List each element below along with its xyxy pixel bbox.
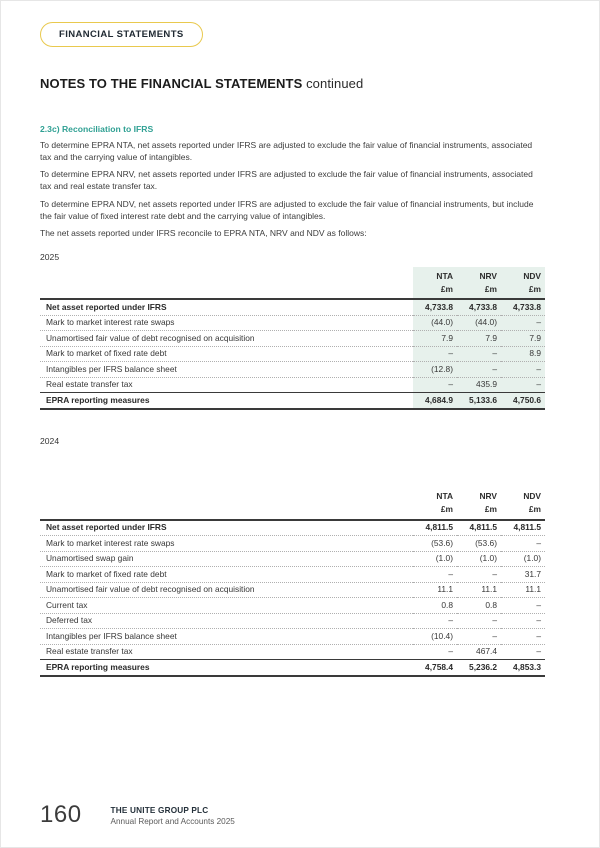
table-row <box>40 660 545 676</box>
row-value: – <box>413 567 457 583</box>
row-value: – <box>501 613 545 629</box>
reconciliation-table-2024 <box>40 488 545 677</box>
row-value: 435.9 <box>457 377 501 393</box>
table-row <box>40 613 545 629</box>
row-value: – <box>457 629 501 645</box>
row-value: 7.9 <box>413 331 457 347</box>
paragraph-nrv: To determine EPRA NRV, net assets reported under IFRS are adjusted to exclude the fair value of financial instruments, associated tax and real estate transfer tax. <box>40 169 533 192</box>
page-number: 160 <box>40 801 82 828</box>
table-row <box>40 629 545 645</box>
row-value: – <box>457 362 501 378</box>
row-label: Mark to market of fixed rate debt <box>40 567 413 583</box>
column-header-nrv: NRV £m <box>457 488 501 520</box>
row-value: 467.4 <box>457 644 501 660</box>
row-value: 7.9 <box>501 331 545 347</box>
row-value: 8.9 <box>501 346 545 362</box>
table-row <box>40 567 545 583</box>
table-row <box>40 598 545 614</box>
paragraph-nta: To determine EPRA NTA, net assets reported under IFRS are adjusted to exclude the fair value of financial instruments, associated tax and the carrying value of intangibles. <box>40 140 533 162</box>
row-value: – <box>501 536 545 552</box>
table-row <box>40 536 545 552</box>
paragraph-ndv: To determine EPRA NDV, net assets reported under IFRS are adjusted to exclude the fair value of financial instruments, but include the fair value of fixed interest rate debt and the carrying value of intangibles. <box>40 198 534 221</box>
table-row <box>40 551 545 567</box>
row-label: Unamortised fair value of debt recognised on acquisition <box>40 331 413 347</box>
table-row <box>40 520 545 536</box>
row-label: Real estate transfer tax <box>40 377 413 393</box>
row-value: 11.1 <box>501 582 545 598</box>
table-row <box>40 346 545 362</box>
row-value: (44.0) <box>457 315 501 331</box>
year-label-2025: 2025 <box>40 252 60 263</box>
row-value: (44.0) <box>413 315 457 331</box>
row-value: – <box>413 346 457 362</box>
row-value: – <box>501 629 545 645</box>
row-value: 0.8 <box>413 598 457 614</box>
row-value: (53.6) <box>413 536 457 552</box>
row-value: 5,133.6 <box>457 393 501 409</box>
page-title <box>40 76 545 91</box>
row-value: 5,236.2 <box>457 660 501 676</box>
row-label: Mark to market of fixed rate debt <box>40 346 413 362</box>
row-label: EPRA reporting measures <box>40 660 413 676</box>
section-badge: FINANCIAL STATEMENTS <box>40 22 203 47</box>
table-row <box>40 644 545 660</box>
table-header-row <box>40 267 545 299</box>
table-header-row <box>40 488 545 520</box>
table-row <box>40 331 545 347</box>
row-label: Intangibles per IFRS balance sheet <box>40 362 413 378</box>
page-title-main: NOTES TO THE FINANCIAL STATEMENTS <box>40 76 303 91</box>
row-value: – <box>457 346 501 362</box>
row-label: Mark to market interest rate swaps <box>40 315 413 331</box>
column-header-nta: NTA £m <box>413 267 457 299</box>
paragraph-intro: The net assets reported under IFRS reconcile to EPRA NTA, NRV and NDV as follows: <box>40 228 367 239</box>
table-row <box>40 299 545 315</box>
row-value: 4,853.3 <box>501 660 545 676</box>
column-header-nrv: NRV £m <box>457 267 501 299</box>
table-row <box>40 315 545 331</box>
row-value: – <box>501 598 545 614</box>
row-label: Unamortised fair value of debt recognised on acquisition <box>40 582 413 598</box>
row-value: – <box>501 377 545 393</box>
row-value: – <box>501 644 545 660</box>
column-spacer <box>40 267 413 299</box>
row-value: 4,811.5 <box>501 520 545 536</box>
row-value: 4,733.8 <box>413 299 457 315</box>
reconciliation-table-2025 <box>40 267 545 410</box>
year-label-2024: 2024 <box>40 435 60 446</box>
row-label: Real estate transfer tax <box>40 644 413 660</box>
row-label: Net asset reported under IFRS <box>40 299 413 315</box>
row-value: 7.9 <box>457 331 501 347</box>
row-value: (53.6) <box>457 536 501 552</box>
footer-text <box>111 803 235 826</box>
column-header-nta: NTA £m <box>413 488 457 520</box>
row-label: Current tax <box>40 598 413 614</box>
row-label: Mark to market interest rate swaps <box>40 536 413 552</box>
row-label: Deferred tax <box>40 613 413 629</box>
row-value: (12.8) <box>413 362 457 378</box>
row-value: 4,811.5 <box>457 520 501 536</box>
table-row <box>40 362 545 378</box>
row-label: Net asset reported under IFRS <box>40 520 413 536</box>
row-value: (10.4) <box>413 629 457 645</box>
row-value: 4,733.8 <box>457 299 501 315</box>
row-value: – <box>501 362 545 378</box>
row-value: 4,733.8 <box>501 299 545 315</box>
row-value: – <box>413 613 457 629</box>
footer-report-title: Annual Report and Accounts 2025 <box>110 817 235 826</box>
row-value: 31.7 <box>501 567 545 583</box>
row-value: 11.1 <box>457 582 501 598</box>
row-value: 11.1 <box>413 582 457 598</box>
row-value: – <box>457 613 501 629</box>
table-row <box>40 393 545 409</box>
row-value: 4,758.4 <box>413 660 457 676</box>
column-header-ndv: NDV £m <box>501 488 545 520</box>
row-value: (1.0) <box>501 551 545 567</box>
page-title-suffix: continued <box>306 76 364 91</box>
column-header-ndv: NDV £m <box>501 267 545 299</box>
table-row <box>40 377 545 393</box>
row-label: Intangibles per IFRS balance sheet <box>40 629 413 645</box>
row-label: EPRA reporting measures <box>40 393 413 409</box>
footer-company: THE UNITE GROUP PLC <box>110 806 209 815</box>
row-value: – <box>413 644 457 660</box>
section-heading: 2.3c) Reconciliation to IFRS <box>40 124 154 134</box>
table-row <box>40 582 545 598</box>
row-value: (1.0) <box>457 551 501 567</box>
row-value: 0.8 <box>457 598 501 614</box>
row-value: – <box>501 315 545 331</box>
row-value: – <box>457 567 501 583</box>
row-label: Unamortised swap gain <box>40 551 413 567</box>
row-value: 4,750.6 <box>501 393 545 409</box>
column-spacer <box>40 488 413 520</box>
row-value: (1.0) <box>413 551 457 567</box>
row-value: 4,684.9 <box>413 393 457 409</box>
page-footer <box>40 803 235 827</box>
row-value: 4,811.5 <box>413 520 457 536</box>
row-value: – <box>413 377 457 393</box>
